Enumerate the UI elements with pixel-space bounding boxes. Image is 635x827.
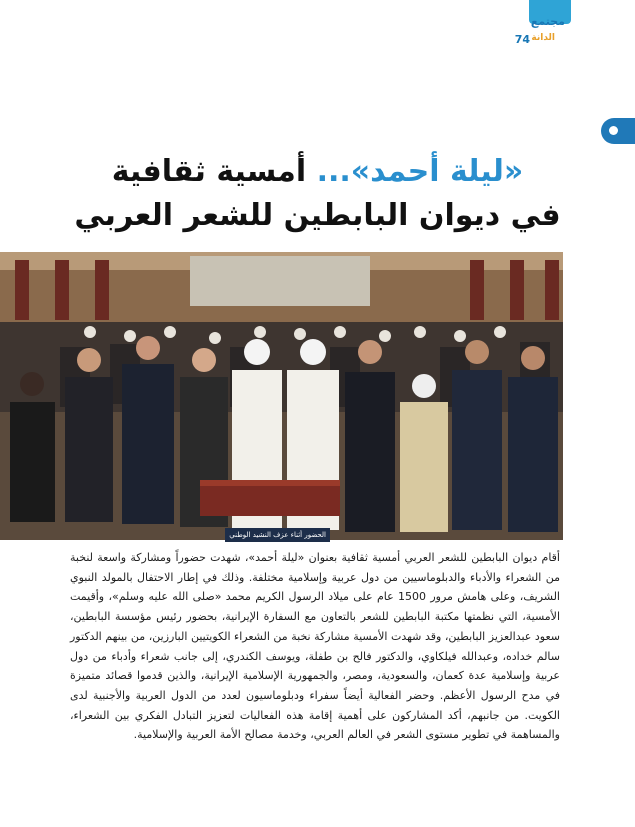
- photo-caption: الحضور أثناء عزف النشيد الوطني: [225, 528, 330, 542]
- title-line-1: [40, 150, 595, 194]
- event-photo-illustration: [0, 252, 563, 540]
- event-photo: [0, 252, 563, 540]
- section-label: مجتمع: [530, 15, 565, 28]
- body-paragraph: أقام ديوان البابطين للشعر العربي أمسية ثقافية بعنوان «ليلة أحمد»، شهدت حضوراً ومشاركة واسعة لنخبة من الشعراء والأدباء والدبلوماسيين من دول عربية وإسلامية مختلفة. وذلك في إطار الاحتفال بالمولد النبوي الشريف، وعلى هامش مرور 1500 عام على ميلاد الرسول الكريم محمد «صلى الله عليه وسلم»، وأقيمت الأمسية، التي نظمتها مكتبة البابطين للشعر بالتعاون مع السفارة الإيرانية، بحضور رئيس مؤسسة البابطين، سعود عبدالعزيز البابطين، وقد شهدت الأمسية مشاركة نخبة من الشعراء الكويتيين البارزين، من بينهم الدكتور سالم خداده، وعبدالله فيلكاوي، والدكتور فالح بن طفلة، ويوسف الكندري، إلى جانب شعراء وأدباء من دول عربية وإسلامية عدة كعمان، والسعودية، ومصر، والجمهورية الإسلامية الإيرانية، والذين قدموا قصائد متميزة في مدح الرسول الأعظم. وحضر الفعالية أيضاً سفراء ودبلوماسيون لعدد من الدول العربية والأجنبية لدى الكويت. من جانبهم، أكد المشاركون على أهمية إقامة هذه الفعاليات لتعزيز التبادل الفكري بين الشعراء، والمساهمة في تطوير مستوى الشعر في العالم العربي، وخدمة مصالح الأمة العربية والإسلامية.: [70, 551, 560, 742]
- marker-dot-icon: [609, 126, 618, 135]
- magazine-logo: الدانة: [531, 33, 555, 43]
- page-number: 74: [514, 33, 530, 46]
- article-title: [40, 150, 595, 238]
- title-rest: أمسية ثقافية: [111, 154, 317, 189]
- title-line-2: في ديوان البابطين للشعر العربي: [74, 198, 561, 233]
- side-marker: [601, 118, 635, 144]
- article-body: [70, 548, 560, 745]
- title-quote: «ليلة أحمد»...: [316, 154, 524, 189]
